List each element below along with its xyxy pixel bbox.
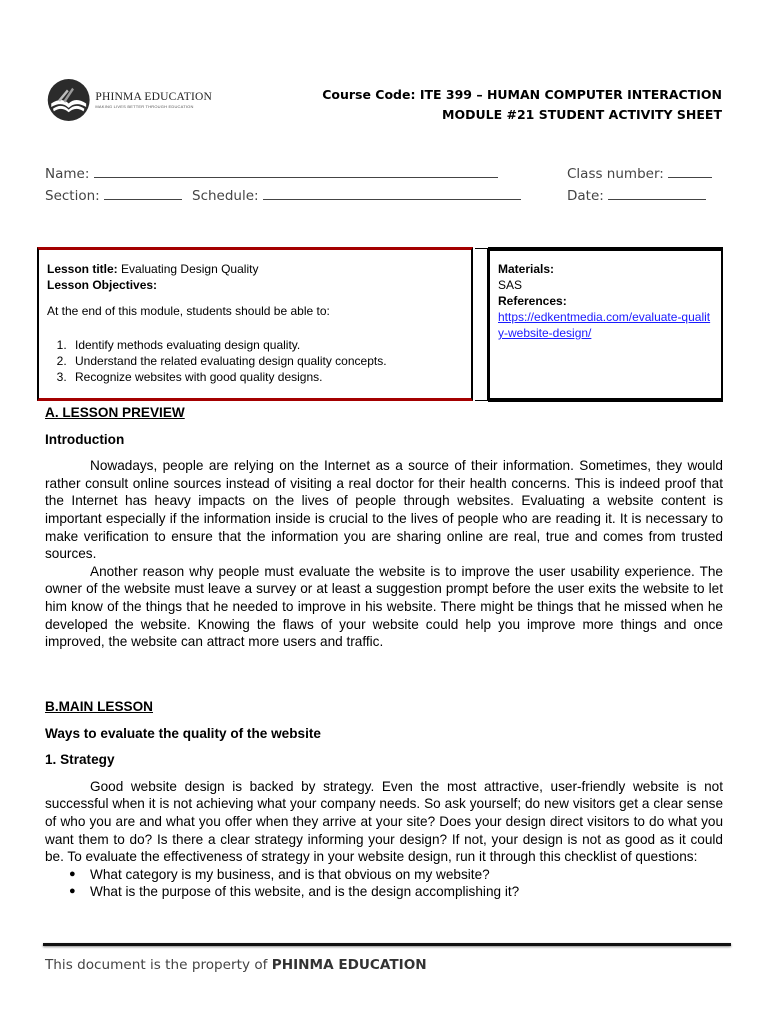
footer-prefix: This document is the property of <box>45 957 268 973</box>
section-blank[interactable] <box>104 187 182 200</box>
objectives-list <box>47 337 464 385</box>
table-divider-column <box>475 248 488 401</box>
materials-value: SAS <box>498 278 523 292</box>
footer-text <box>45 957 427 973</box>
ways-heading: Ways to evaluate the quality of the website <box>45 725 321 741</box>
section-label: Section: <box>45 188 100 204</box>
strategy-paragraph: Good website design is backed by strategy. Even the most attractive, user-friendly website is not successful when it is not achieving what your company needs. So ask yourself; do new visitors get a clear sense of who you are and what you offer when they arrive at your site? Does your design direct visitors to do what you want them to do? Is there a clear strategy informing your design? If not, your design is not as good as it could be. To evaluate the effectiveness of strategy in your website design, run it through this checklist of questions: <box>45 778 723 865</box>
strategy-heading: 1. Strategy <box>45 752 115 768</box>
main-lesson-heading: B.MAIN LESSON <box>45 699 153 714</box>
date-label: Date: <box>567 188 604 204</box>
checklist-item: ● What is the purpose of this website, and is the design accomplishing it? <box>90 883 723 901</box>
class-number-blank[interactable] <box>668 165 712 178</box>
objective-item: 3. Recognize websites with good quality designs. <box>70 369 464 385</box>
lesson-preview-heading: A. LESSON PREVIEW <box>45 405 185 420</box>
main-lesson-section <box>45 698 723 901</box>
strategy-checklist <box>45 866 723 901</box>
footer-owner: PHINMA EDUCATION <box>271 957 427 973</box>
intro-paragraph-1: Nowadays, people are relying on the Internet as a source of their information. Sometimes, they would rather consult online sources instead of visiting a real doctor for their health concerns. This is indeed proof that the Internet has heavy impacts on the lives of people through websites. Evaluating a website content is important especially if the information inside is crucial to the lives of people who are reading it. It is necessary to make verification to ensure that the information you are sharing online are real, true and comes from trusted sources. <box>45 458 723 562</box>
references-label: References: <box>498 294 567 308</box>
name-blank[interactable] <box>94 165 498 178</box>
lesson-objectives-label: Lesson Objectives: <box>47 278 158 292</box>
schedule-field[interactable] <box>192 187 521 204</box>
materials-label: Materials: <box>498 262 555 276</box>
name-label: Name: <box>45 166 90 182</box>
materials-box <box>488 247 723 402</box>
lesson-title-row <box>47 261 464 277</box>
course-code-line: Course Code: ITE 399 – HUMAN COMPUTER INTERACTION <box>322 87 722 102</box>
logo-tagline: MAKING LIVES BETTER THROUGH EDUCATION <box>95 104 194 109</box>
date-blank[interactable] <box>608 187 706 200</box>
intro-paragraph-2: Another reason why people must evaluate the website is to improve the user usability experience. The owner of the website must leave a survey or at least a suggestion prompt before the user exits the website to let him know of the things that he needed to improve in his website. There might be things that he missed when he developed the website. Knowing the flaws of your website could help you improve more things and once improved, the website can attract more users and traffic. <box>45 563 723 650</box>
footer-divider <box>43 943 731 946</box>
lesson-info-box <box>37 247 473 401</box>
module-line: MODULE #21 STUDENT ACTIVITY SHEET <box>442 107 722 122</box>
objectives-intro: At the end of this module, students should be able to: <box>47 304 330 318</box>
lesson-title-label: Lesson title: <box>47 262 118 276</box>
class-number-field[interactable] <box>567 165 712 182</box>
reference-link[interactable]: https://edkentmedia.com/evaluate-quality-website-design/ <box>498 310 711 340</box>
checklist-item: ● What category is my business, and is that obvious on my website? <box>90 866 723 884</box>
lesson-title-value: Evaluating Design Quality <box>121 262 259 276</box>
lesson-preview-section <box>45 404 723 651</box>
objective-item: 1. Identify methods evaluating design quality. <box>70 337 464 353</box>
schedule-blank[interactable] <box>263 187 521 200</box>
name-field[interactable] <box>45 165 498 182</box>
phinma-emblem-icon <box>46 74 91 126</box>
section-field[interactable] <box>45 187 182 204</box>
course-header <box>322 85 722 125</box>
phinma-logo <box>46 72 212 128</box>
logo-name: PHINMA EDUCATION <box>95 91 212 103</box>
introduction-heading: Introduction <box>45 431 125 447</box>
class-number-label: Class number: <box>567 166 664 182</box>
date-field[interactable] <box>567 187 706 204</box>
objective-item: 2. Understand the related evaluating design quality concepts. <box>70 353 464 369</box>
schedule-label: Schedule: <box>192 188 259 204</box>
